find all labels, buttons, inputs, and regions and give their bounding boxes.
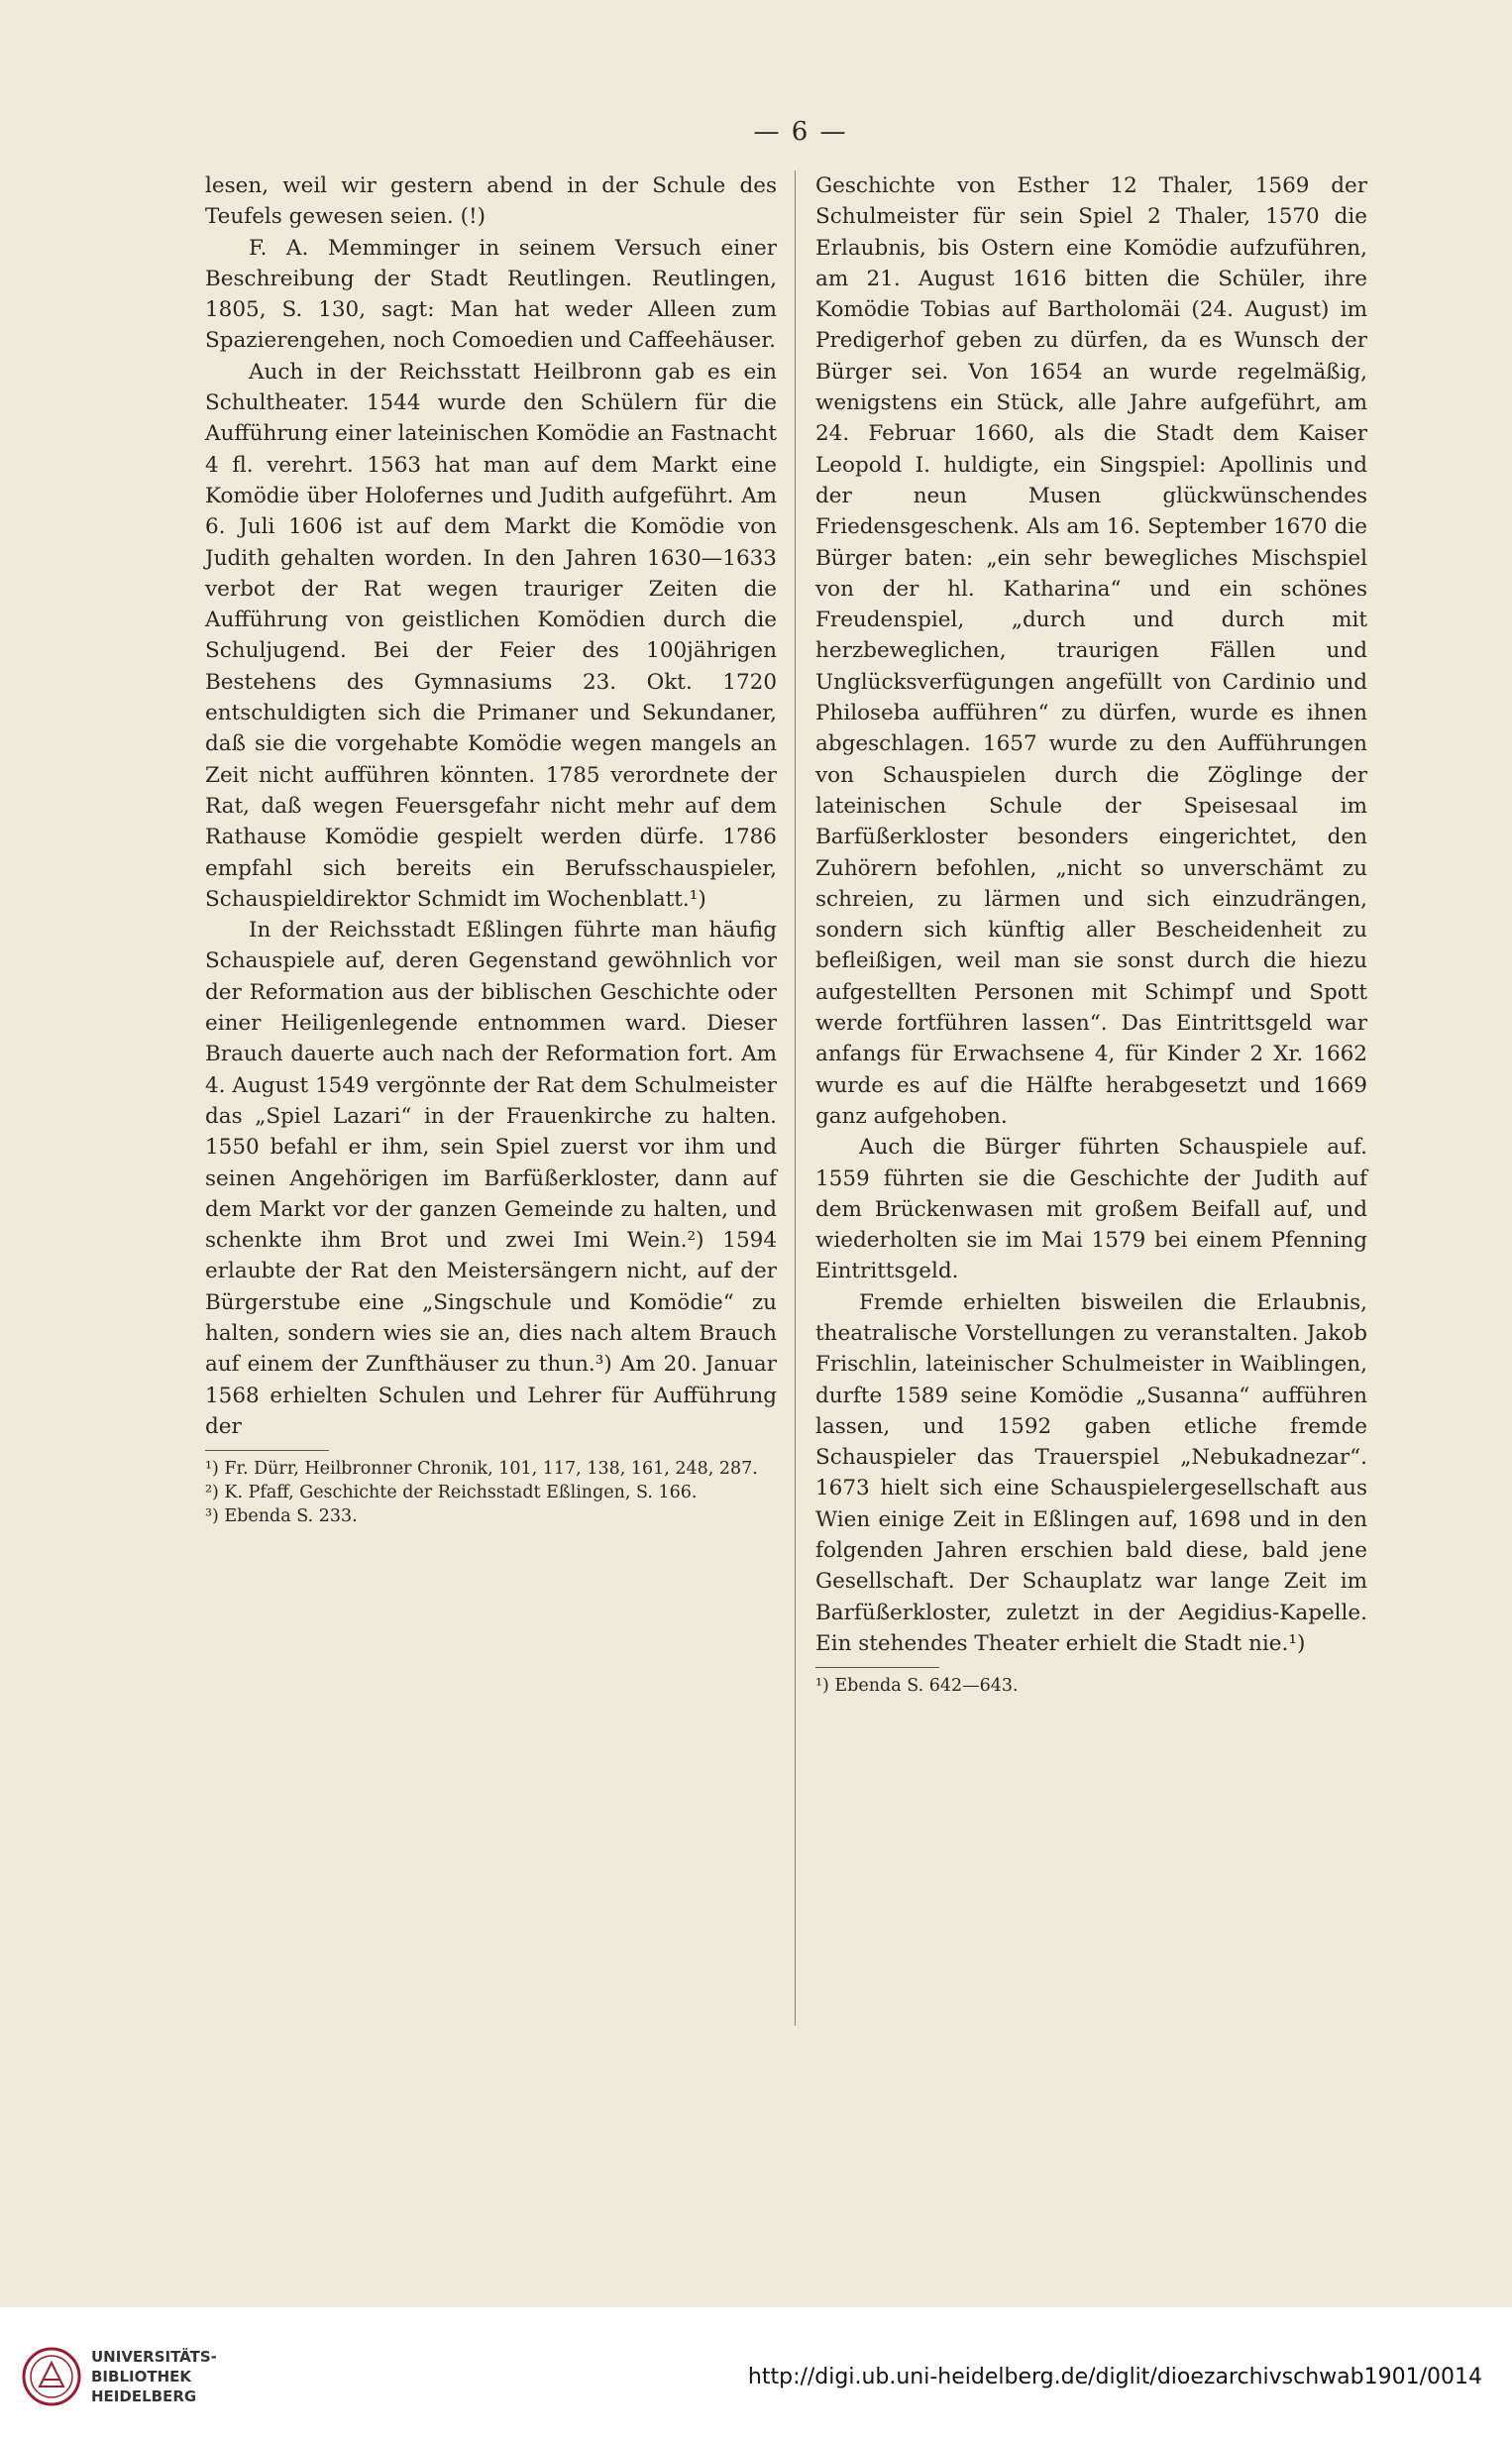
footnotes [815,1674,1367,1698]
paragraph: F. A. Memminger in seinem Versuch einer Beschreibung der Stadt Reutlingen. Reutlingen, 1805, S. 130, sagt: Man hat weder Alleen zum Spazierengehen, noch Comoedien und Caffeehäuser. [205,235,777,354]
institution-name: UNIVERSITÄTS- BIBLIOTHEK HEIDELBERG [91,2348,217,2405]
paragraph: Auch die Bürger führten Schauspiele auf. 1559 führten sie die Geschichte der Judith auf dem Brückenwasen mit großem Beifall auf, und wiederholten sie im Mai 1579 bei einem Pfenning Eintrittsgeld. [815,1135,1367,1284]
footnote-rule [205,1450,329,1451]
right-column [815,170,1367,1698]
paragraph: Geschichte von Esther 12 Thaler, 1569 der Schulmeister für sein Spiel 2 Thaler, 1570 die Erlaubnis, bis Ostern eine Komödie aufzuführen, am 21. August 1616 bitten die Schüler, ihre Komödie Tobias auf Bartholomäi (24. August) im Predigerhof geben zu dürfen, da es Wunsch der Bürger sei. Von 1654 an wurde regelmäßig, wenigstens ein Stück, alle Jahre aufgeführt, am 24. Februar 1660, als die Stadt dem Kaiser Leopold I. huldigte, ein Singspiel: Apollinis und der neun Musen glückwünschendes Friedensgeschenk. Als am 16. September 1670 die Bürger baten: „ein sehr bewegliches Mischspiel von der hl. Katharina“ und ein schönes Freudenspiel, „durch und durch mit herzbeweglichen, traurigen Fällen und Unglücksverfügungen angefüllt von Cardinio und Philoseba aufführen“ zu dürfen, wurde es ihnen abgeschlagen. 1657 wurde zu den Aufführungen von Schauspielen durch die Zöglinge der lateinischen Schule der Speisesaal im Barfüßerkloster besonders eingerichtet, den Zuhörern befohlen, „nicht so unverschämt zu schreien, zu lärmen und sich einzudrängen, sondern sich künftig aller Bescheidenheit zu befleißigen, weil man sie sonst durch die hiezu aufgestellten Personen mit Schimpf und Spott werde fortführen lassen“. Das Eintrittsgeld war anfangs für Erwachsene 4, für Kinder 2 Xr. 1662 wurde es auf die Hälfte herabgesetzt und 1669 ganz aufgehoben. [815,173,1367,1129]
footnote: ²) K. Pfaff, Geschichte der Reichsstadt Eßlingen, S. 166. [205,1483,698,1503]
university-seal-icon [22,2347,81,2406]
source-url-link[interactable]: http://digi.ub.uni-heidelberg.de/diglit/dioezarchivschwab1901/0014 [747,2365,1482,2389]
column-divider [795,170,796,2026]
footnote: ¹) Fr. Dürr, Heilbronner Chronik, 101, 117, 138, 161, 248, 287. [205,1459,758,1480]
paragraph: Fremde erhielten bisweilen die Erlaubnis, theatralische Vorstellungen zu veranstalten. Jakob Frischlin, lateinischer Schulmeister in Waiblingen, durfte 1589 seine Komödie „Susanna“ aufführen lassen, und 1592 gaben etliche fremde Schauspieler das Trauerspiel „Nebukadnezar“. 1673 hielt sich eine Schauspielergesellschaft aus Wien einige Zeit in Eßlingen auf, 1698 und in den folgenden Jahren erschien bald diese, bald jene Gesellschaft. Der Schauplatz war lange Zeit im Barfüßerkloster, zuletzt in der Aegidius-Kapelle. Ein stehendes Theater erhielt die Stadt nie.¹) [815,1289,1367,1656]
library-footer [0,2307,1512,2442]
footnotes [205,1457,777,1528]
footnote: ³) Ebenda S. 233. [205,1506,358,1527]
paragraph: In der Reichsstadt Eßlingen führte man häufig Schauspiele auf, deren Gegenstand gewöhnlich vor der Reformation aus der biblischen Geschichte oder einer Heiligenlegende entnommen ward. Dieser Brauch dauerte auch nach der Reformation fort. Am 4. August 1549 vergönnte der Rat dem Schulmeister das „Spiel Lazari“ in der Frauenkirche zu halten. 1550 befahl er ihm, sein Spiel zuerst vor ihm und seinen Angehörigen im Barfüßerkloster, dann auf dem Markt vor der ganzen Gemeinde zu halten, und schenkte ihm Brot und zwei Imi Wein.²) 1594 erlaubte der Rat den Meistersängern nicht, auf der Bürgerstube eine „Singschule und Komödie“ zu halten, sondern wies sie an, dies nach altem Brauch auf einem der Zunfthäuser zu thun.³) Am 20. Januar 1568 erhielten Schulen und Lehrer für Aufführung der [205,918,777,1439]
paragraph: Auch in der Reichsstatt Heilbronn gab es ein Schultheater. 1544 wurde den Schülern für die Aufführung einer lateinischen Komödie an Fastnacht 4 fl. verehrt. 1563 hat man auf dem Markt eine Komödie über Holofernes und Judith aufgeführt. Am 6. Juli 1606 ist auf dem Markt die Komödie von Judith gehalten worden. In den Jahren 1630—1633 verbot der Rat wegen trauriger Zeiten die Aufführung von geistlichen Komödien durch die Schuljugend. Bei der Feier des 100jährigen Bestehens des Gymnasiums 23. Okt. 1720 entschuldigten sich die Primaner und Sekundaner, daß sie die vorgehabte Komödie wegen mangels an Zeit nicht aufführen könnten. 1785 verordnete der Rat, daß wegen Feuersgefahr nicht mehr auf dem Rathause Komödie gespielt werden dürfe. 1786 empfahl sich bereits ein Berufsschauspieler, Schauspieldirektor Schmidt im Wochenblatt.¹) [205,359,777,912]
footnote-rule [815,1667,939,1668]
paragraph: lesen, weil wir gestern abend in der Schule des Teufels gewesen seien. (!) [205,173,777,230]
left-column [205,170,777,1528]
footnote: ¹) Ebenda S. 642—643. [815,1676,1019,1697]
page-number: — 6 — [753,117,848,147]
